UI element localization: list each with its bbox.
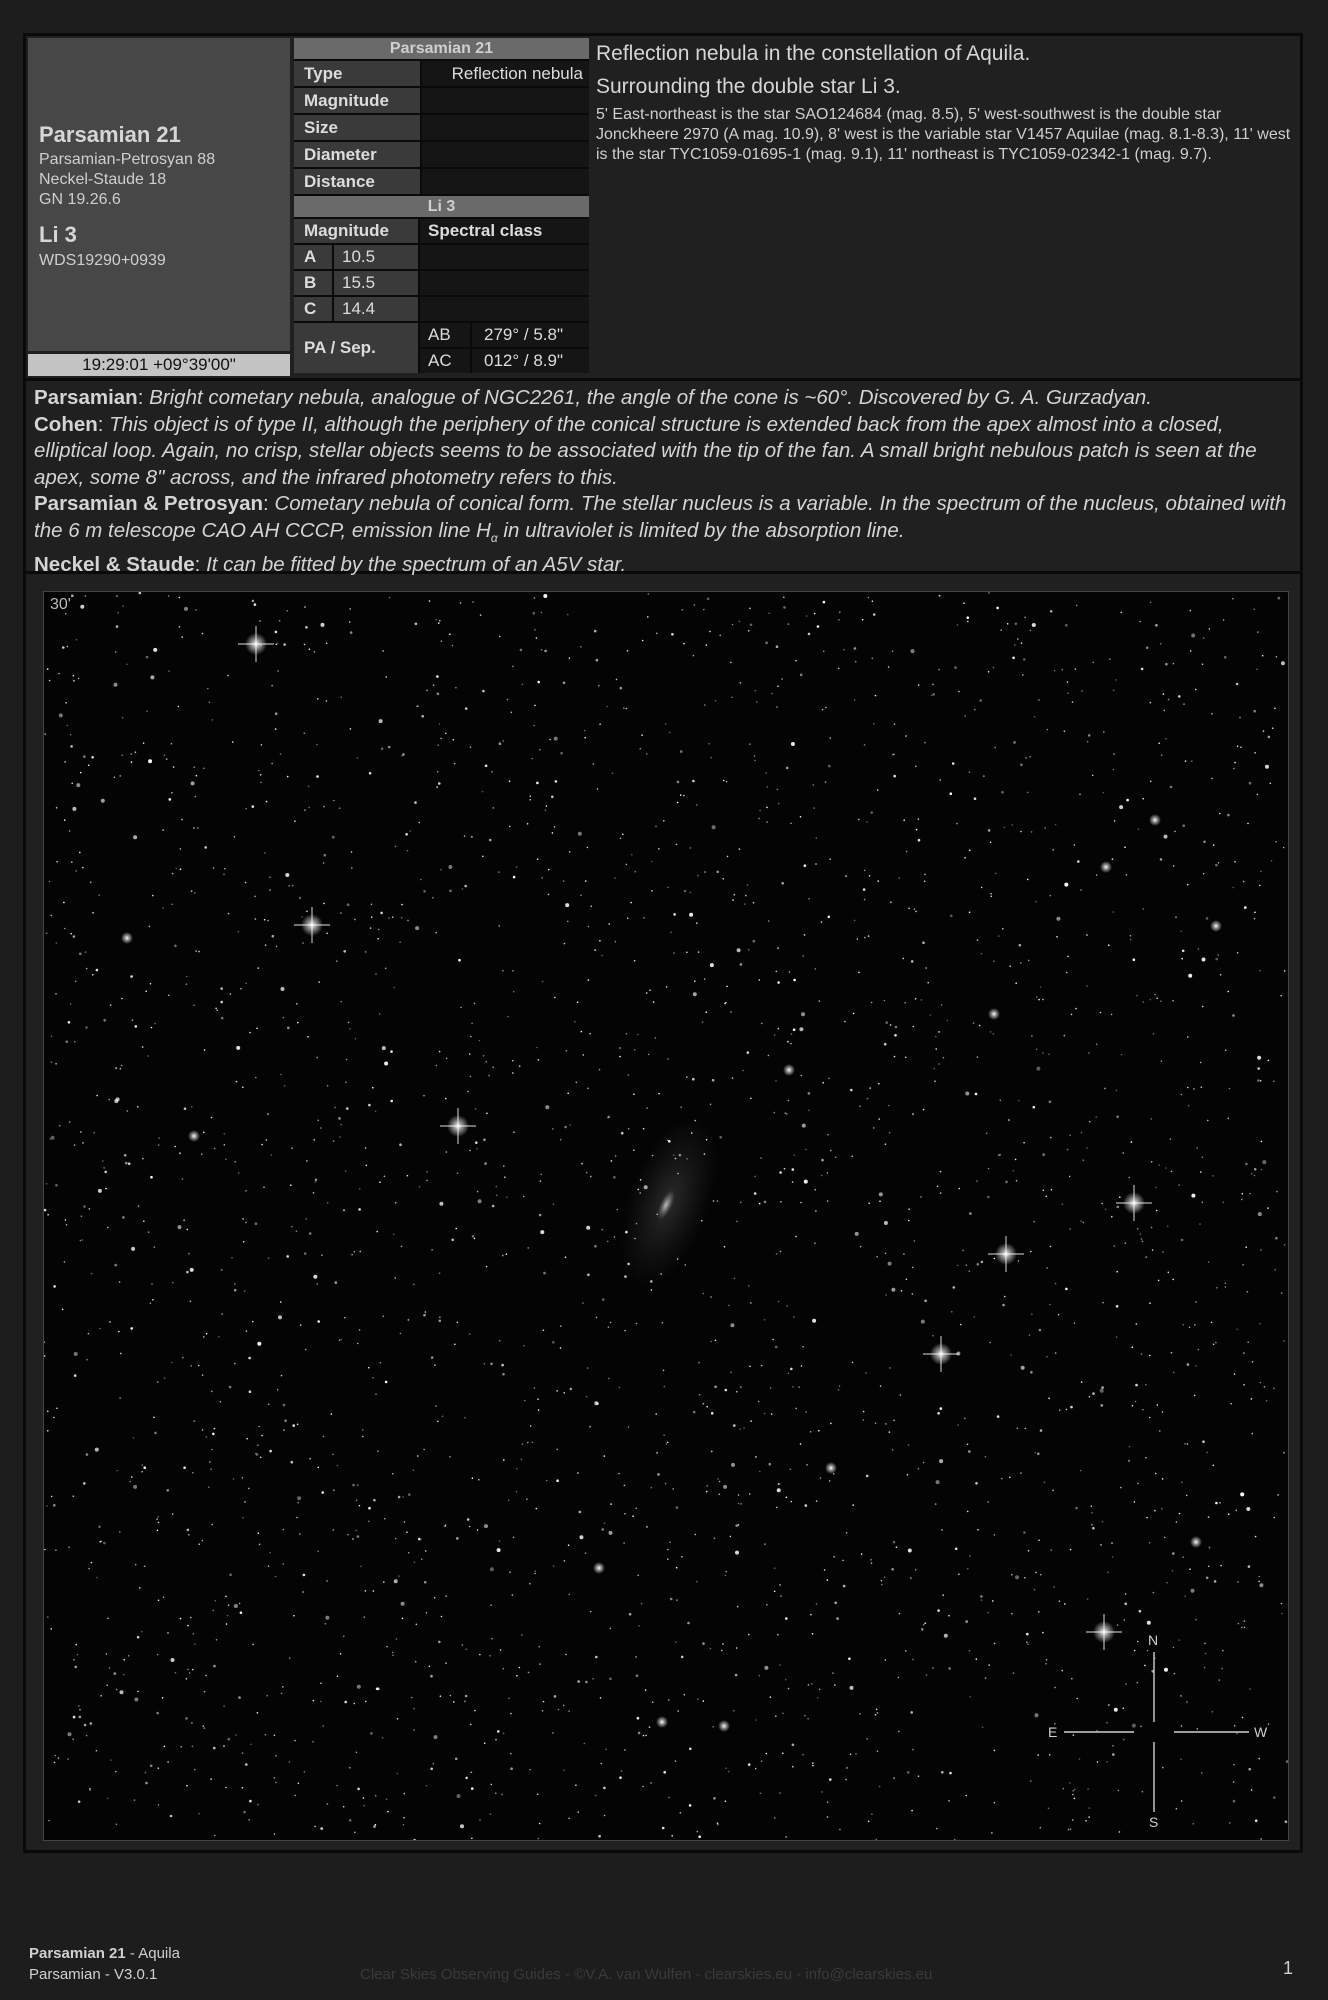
note-text: Cometary nebula of conical form. The stellar nucleus is a variable. In the spectrum of the nucleus, obtained with the 6 m telescope CAO AH CCCP, emission line H bbox=[34, 492, 1287, 542]
row-value bbox=[422, 142, 589, 167]
row-key: Size bbox=[294, 115, 422, 140]
row-key: Magnitude bbox=[294, 88, 422, 113]
pair-value: 012° / 8.9" bbox=[472, 349, 589, 373]
table-row bbox=[294, 61, 589, 88]
compass-east: E bbox=[1048, 1724, 1058, 1740]
table-row bbox=[294, 219, 589, 245]
table-header: Li 3 bbox=[294, 196, 589, 219]
note: Parsamian: Bright cometary nebula, analogue of NGC2261, the angle of the cone is ~60°. Discovered by G. A. Gurzadyan. bbox=[34, 386, 1152, 409]
component: A bbox=[294, 245, 334, 269]
object-alias: Neckel-Staude 18 bbox=[39, 171, 167, 188]
note-text: Bright cometary nebula, analogue of NGC2261, the angle of the cone is ~60°. Discovered by G. A. Gurzadyan. bbox=[149, 386, 1152, 409]
page-number: 1 bbox=[1283, 1958, 1294, 1978]
description-detail: 5' East-northeast is the star SAO124684 (mag. 8.5), 5' west-southwest is the double star Jonckheere 2970 (A mag. 10.9), 8' west is the variable star V1457 Aquilae (mag. 8.1-8.3), 11' west is the star TYC1059-01695-1 (mag. 9.1), 11' northeast is TYC1059-02342-1 (mag. 9.7). bbox=[596, 106, 1291, 163]
footer-version: Parsamian - V3.0.1 bbox=[29, 1966, 158, 1983]
pair-label: AC bbox=[420, 349, 472, 373]
star-field-image bbox=[43, 591, 1289, 1841]
name-box bbox=[28, 38, 290, 351]
scale-label: 30' bbox=[50, 596, 71, 613]
table-row bbox=[294, 115, 589, 142]
compass-north: N bbox=[1148, 1632, 1159, 1648]
note-author: Cohen bbox=[34, 412, 98, 436]
table-row bbox=[294, 169, 589, 196]
component-mag: 14.4 bbox=[334, 297, 420, 321]
guide-frame bbox=[23, 33, 1303, 1853]
subscript: α bbox=[490, 531, 498, 546]
row-value: Reflection nebula bbox=[422, 61, 589, 86]
component: C bbox=[294, 297, 334, 321]
col-spectral-class: Spectral class bbox=[420, 219, 589, 243]
note: Parsamian & Petrosyan: Cometary nebula of conical form. The stellar nucleus is a variable. In the spectrum of the nucleus, obtained with the 6 m telescope CAO AH CCCP, emission line $H_\alpha$ in ultraviolet is limited by the absorption line. bbox=[34, 492, 1287, 546]
note-text: in ultraviolet is limited by the absorption line. bbox=[497, 518, 905, 542]
note: Cohen: This object is of type II, although the periphery of the conical structure is extended back from the apex almost into a closed, elliptical loop. Again, no crisp, stellar objects seems to be associated with the tip of the fan. A small bright nebulous patch is seen at the apex, some 8" across, and the infrared photometry refers to this. bbox=[34, 412, 1257, 489]
compass bbox=[1064, 1652, 1249, 1812]
footer-constellation: - Aquila bbox=[125, 1945, 180, 1962]
table-row bbox=[294, 142, 589, 169]
row-key: Distance bbox=[294, 169, 422, 194]
row-value bbox=[422, 169, 589, 194]
pa-sep-row bbox=[294, 323, 589, 373]
header-block bbox=[26, 36, 1300, 381]
spectral-cell bbox=[420, 245, 589, 269]
table-header: Parsamian 21 bbox=[294, 38, 589, 61]
component: B bbox=[294, 271, 334, 295]
observer-notes bbox=[26, 381, 1300, 574]
note-author: Neckel & Staude bbox=[34, 552, 195, 576]
table-row bbox=[294, 88, 589, 115]
object-name: Parsamian 21 bbox=[39, 122, 181, 147]
object-alias: GN 19.26.6 bbox=[39, 191, 121, 208]
col-magnitude: Magnitude bbox=[294, 219, 420, 243]
component-mag: 15.5 bbox=[334, 271, 420, 295]
row-key: Diameter bbox=[294, 142, 422, 167]
note-text: It can be fitted by the spectrum of an A5V star. bbox=[206, 552, 627, 576]
pa-label: PA / Sep. bbox=[294, 323, 420, 373]
star-name: Li 3 bbox=[39, 222, 77, 247]
data-table bbox=[294, 38, 589, 373]
description-line: Surrounding the double star Li 3. bbox=[596, 75, 901, 98]
footer-credits: Clear Skies Observing Guides - ©V.A. van Wulfen - clearskies.eu - info@clearskies.eu bbox=[360, 1966, 933, 1983]
coordinates: 19:29:01 +09°39'00" bbox=[28, 354, 290, 376]
row-value bbox=[422, 115, 589, 140]
row-value bbox=[422, 88, 589, 113]
pair-label: AB bbox=[420, 323, 472, 347]
note-text: This object is of type II, although the periphery of the conical structure is extended back from the apex almost into a closed, elliptical loop. Again, no crisp, stellar objects seems to be associated with the tip of the fan. A small bright nebulous patch is seen at the apex, some 8" across, and the infrared photometry refers to this. bbox=[34, 412, 1257, 489]
star-alias: WDS19290+0939 bbox=[39, 252, 166, 269]
footer-object: Parsamian 21 bbox=[29, 1945, 126, 1962]
object-alias: Parsamian-Petrosyan 88 bbox=[39, 151, 216, 168]
spectral-cell bbox=[420, 271, 589, 295]
table-row bbox=[294, 245, 589, 271]
note-author: Parsamian & Petrosyan bbox=[34, 492, 264, 516]
description bbox=[596, 38, 1296, 165]
table-row bbox=[294, 297, 589, 323]
note: Neckel & Staude: It can be fitted by the spectrum of an A5V star. bbox=[34, 552, 627, 576]
pair-value: 279° / 5.8" bbox=[472, 323, 589, 347]
table-row bbox=[294, 271, 589, 297]
compass-south: S bbox=[1149, 1814, 1159, 1830]
row-key: Type bbox=[294, 61, 422, 86]
note-author: Parsamian bbox=[34, 386, 138, 409]
description-line: Reflection nebula in the constellation of Aquila. bbox=[596, 42, 1031, 65]
footer-title bbox=[29, 1945, 180, 1962]
star-field bbox=[44, 592, 1288, 1840]
component-mag: 10.5 bbox=[334, 245, 420, 269]
spectral-cell bbox=[420, 297, 589, 321]
compass-west: W bbox=[1254, 1724, 1268, 1740]
